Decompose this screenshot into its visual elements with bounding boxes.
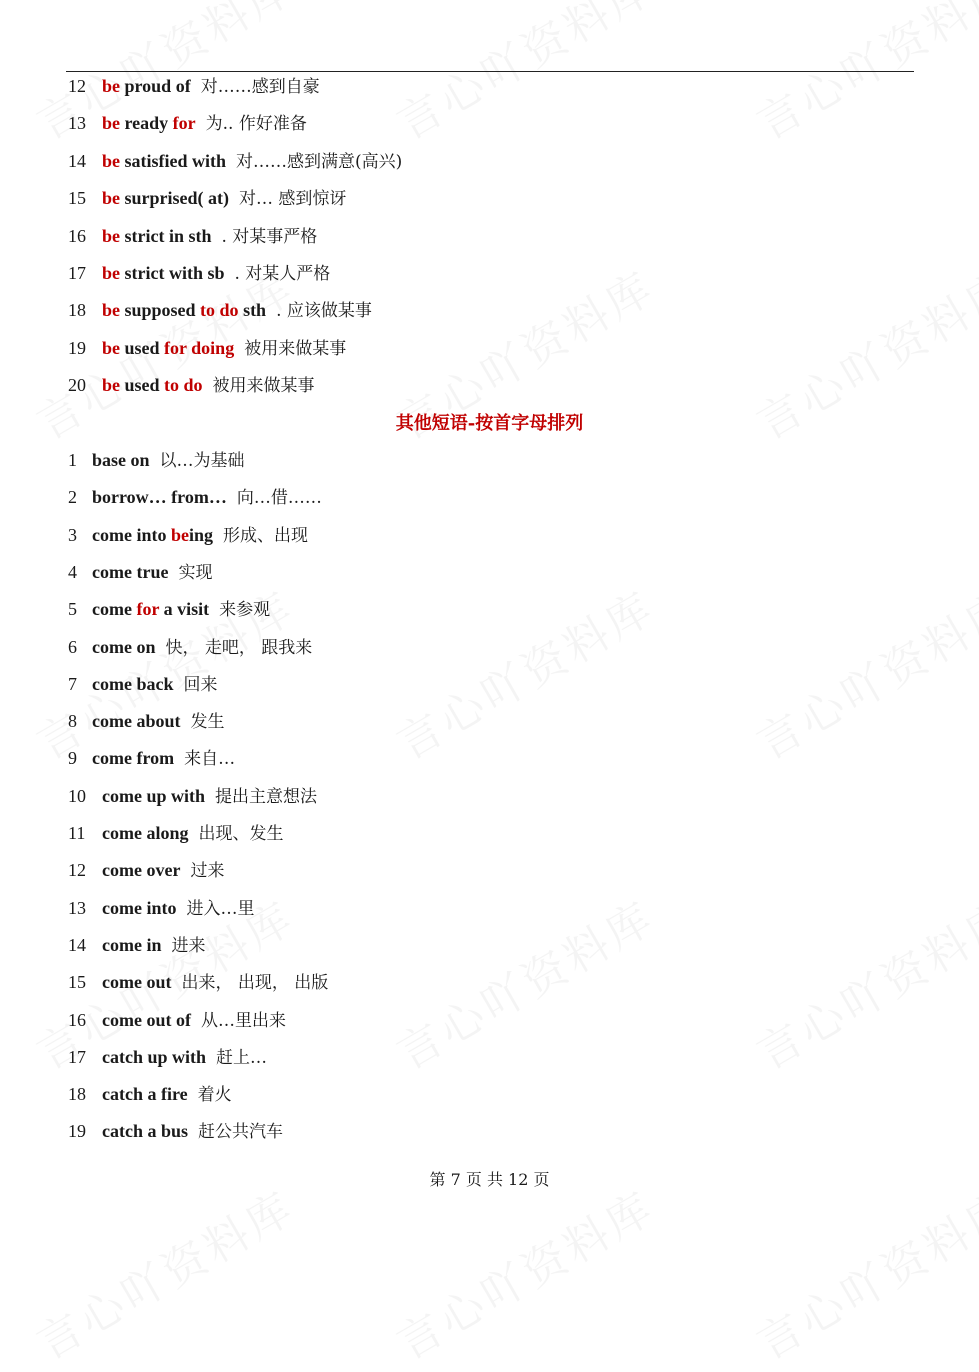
phrase-text: come: [92, 599, 137, 620]
phrase-text: come from: [92, 748, 175, 769]
phrase-text: …: [148, 487, 172, 508]
item-number: 5: [68, 599, 77, 620]
item-number: 16: [68, 225, 86, 246]
phrase-text: come into: [92, 524, 171, 545]
item-number: 4: [68, 561, 77, 582]
highlighted-word: for: [172, 113, 196, 134]
item-number: 12: [68, 860, 86, 881]
chinese-meaning: 发生: [190, 712, 225, 733]
watermark: [743, 882, 979, 1081]
item-number: 12: [68, 76, 86, 96]
list-item: [68, 1045, 267, 1070]
phrase-text: come out: [102, 972, 172, 993]
english-phrase: [102, 188, 229, 208]
chinese-meaning: 着火: [197, 1085, 232, 1106]
list-item: [68, 523, 308, 548]
phrase-text: ready: [120, 113, 173, 134]
english-phrase: [102, 151, 226, 171]
list-item: [68, 746, 235, 771]
english-phrase: [92, 487, 227, 507]
chinese-meaning: 回来: [183, 674, 218, 695]
english-phrase: [92, 711, 181, 731]
english-phrase: [102, 1084, 188, 1104]
chinese-meaning: 形成、出现: [223, 525, 308, 546]
english-phrase: [102, 1010, 191, 1030]
list-item: [68, 709, 225, 734]
highlighted-word: be: [102, 300, 120, 321]
item-number: 16: [68, 1009, 86, 1030]
highlighted-word: be: [102, 76, 120, 96]
list-item: [68, 821, 283, 846]
list-item: [68, 560, 212, 585]
phrase-text: satisfied with: [120, 150, 227, 171]
english-phrase: [102, 935, 161, 955]
phrase-text: come up with: [102, 785, 205, 806]
list-item: [68, 784, 317, 809]
phrase-text: come about: [92, 711, 181, 732]
item-number: 9: [68, 748, 77, 769]
english-phrase: [102, 1047, 206, 1067]
chinese-meaning: 被用来做某事: [212, 376, 315, 397]
item-number: 7: [68, 673, 77, 694]
chinese-meaning: 来自…: [184, 749, 236, 770]
english-phrase: [92, 562, 168, 582]
chinese-meaning: 提出主意想法: [215, 786, 317, 807]
watermark: [743, 0, 979, 152]
header-rule: [66, 71, 914, 72]
list-item: [68, 858, 224, 883]
list-item: [68, 186, 346, 211]
highlighted-word: be: [170, 524, 189, 545]
watermark: [383, 572, 664, 771]
phrase-text: …: [208, 487, 227, 508]
item-number: 8: [68, 711, 77, 732]
list-item: [68, 933, 205, 958]
phrase-text: catch up with: [102, 1046, 207, 1067]
item-number: 14: [68, 934, 86, 955]
english-phrase: [102, 898, 176, 918]
chinese-meaning: 以…为基础: [159, 451, 245, 471]
list-item: [68, 448, 245, 473]
phrase-text: base on: [92, 450, 150, 470]
list-item: [68, 635, 312, 660]
chinese-meaning: 赶上…: [216, 1047, 268, 1068]
chinese-meaning: 出来， 出现， 出版: [181, 973, 329, 994]
chinese-meaning: 出现、发生: [198, 824, 284, 844]
list-item: [68, 149, 402, 174]
list-item: [68, 485, 322, 510]
chinese-meaning: 被用来做某事: [244, 338, 347, 359]
item-number: 15: [68, 188, 86, 209]
item-number: 19: [68, 337, 86, 358]
list-item: [68, 298, 372, 323]
chinese-meaning: 进入…里: [186, 898, 255, 919]
phrase-text: supposed: [120, 300, 201, 321]
item-number: 17: [68, 263, 86, 283]
phrase-text: strict in sth: [120, 225, 212, 246]
phrase-text: surprised( at): [120, 188, 229, 209]
watermark: [23, 1172, 304, 1371]
phrase-text: from: [171, 487, 209, 508]
item-number: 2: [68, 487, 77, 508]
phrase-text: a visit: [159, 599, 210, 620]
chinese-meaning: 对……感到满意(高兴): [236, 151, 403, 172]
chinese-meaning: . 对某事严格: [221, 226, 318, 247]
english-phrase: [102, 1121, 188, 1141]
phrase-text: come in: [102, 934, 162, 955]
list-item: [68, 111, 307, 136]
item-number: 13: [68, 897, 86, 918]
phrase-text: catch a bus: [102, 1121, 189, 1142]
item-number: 3: [68, 524, 77, 545]
chinese-meaning: 赶公共汽车: [198, 1122, 284, 1143]
item-number: 18: [68, 1084, 86, 1105]
chinese-meaning: . 应该做某事: [276, 301, 372, 322]
english-phrase: [102, 263, 225, 283]
list-item: [68, 672, 217, 697]
section-title: 其他短语-按首字母排列: [395, 413, 584, 434]
item-number: 19: [68, 1121, 86, 1142]
highlighted-word: be: [102, 113, 120, 134]
english-phrase: [92, 637, 155, 657]
english-phrase: [102, 860, 180, 880]
highlighted-word: to do: [200, 300, 239, 321]
item-number: 14: [68, 150, 86, 171]
highlighted-word: be: [102, 337, 120, 358]
english-phrase: [102, 338, 234, 358]
english-phrase: [102, 113, 196, 133]
list-item: [68, 224, 317, 249]
highlighted-word: for doing: [164, 337, 235, 358]
highlighted-word: be: [102, 150, 120, 171]
english-phrase: [102, 972, 171, 992]
chinese-meaning: . 对某人严格: [234, 264, 331, 284]
highlighted-word: to do: [164, 375, 203, 396]
english-phrase: [102, 823, 188, 843]
chinese-meaning: 从…里出来: [200, 1010, 286, 1031]
phrase-text: come true: [92, 561, 169, 582]
chinese-meaning: 实现: [178, 562, 213, 583]
list-item: [68, 1082, 232, 1107]
item-number: 6: [68, 636, 77, 657]
phrase-text: come out of: [102, 1009, 191, 1030]
page-footer: 第 7 页 共 12 页: [429, 1170, 550, 1189]
highlighted-word: be: [102, 375, 120, 396]
list-item: [68, 597, 270, 622]
english-phrase: [102, 76, 191, 96]
item-number: 1: [68, 450, 77, 470]
highlighted-word: be: [102, 225, 120, 246]
list-item: [68, 1119, 283, 1144]
chinese-meaning: 为.. 作好准备: [205, 114, 307, 135]
list-item: [68, 336, 346, 361]
list-item: [68, 373, 315, 398]
phrase-text: ing: [188, 524, 213, 545]
english-phrase: [92, 525, 213, 545]
highlighted-word: be: [102, 188, 120, 209]
list-item: [68, 896, 254, 921]
chinese-meaning: 快， 走吧， 跟我来: [165, 637, 313, 658]
english-phrase: [102, 226, 212, 246]
watermark: [383, 1172, 664, 1371]
list-item: [68, 261, 330, 286]
english-phrase: [92, 450, 150, 470]
phrase-text: strict with sb: [120, 263, 225, 283]
item-number: 15: [68, 972, 86, 993]
phrase-text: sth: [238, 300, 267, 321]
chinese-meaning: 对……感到自豪: [200, 77, 320, 97]
phrase-text: used: [120, 337, 165, 358]
watermark: [743, 1172, 979, 1371]
english-phrase: [102, 300, 266, 320]
item-number: 20: [68, 375, 86, 396]
phrase-text: come into: [102, 897, 177, 918]
english-phrase: [102, 786, 205, 806]
list-item: [68, 74, 320, 99]
phrase-text: come over: [102, 860, 181, 881]
english-phrase: [92, 674, 173, 694]
watermark: [383, 0, 664, 152]
phrase-text: borrow: [92, 487, 149, 508]
highlighted-word: for: [136, 599, 160, 620]
list-item: [68, 970, 328, 995]
item-number: 13: [68, 113, 86, 134]
watermark: [743, 572, 979, 771]
phrase-text: come on: [92, 636, 156, 657]
english-phrase: [92, 748, 174, 768]
item-number: 18: [68, 300, 86, 321]
item-number: 17: [68, 1046, 86, 1067]
list-item: [68, 1008, 286, 1033]
item-number: 11: [68, 823, 86, 843]
chinese-meaning: 进来: [171, 935, 206, 956]
phrase-text: catch a fire: [102, 1084, 188, 1105]
phrase-text: used: [120, 375, 165, 396]
highlighted-word: be: [102, 263, 120, 283]
phrase-text: come back: [92, 673, 174, 694]
chinese-meaning: 向…借……: [236, 488, 322, 509]
english-phrase: [102, 375, 203, 395]
phrase-text: come along: [102, 823, 189, 843]
watermark: [383, 882, 664, 1081]
phrase-text: proud of: [120, 76, 191, 96]
chinese-meaning: 对… 感到惊讶: [239, 189, 347, 210]
chinese-meaning: 过来: [190, 861, 225, 882]
english-phrase: [92, 599, 209, 619]
chinese-meaning: 来参观: [219, 600, 271, 621]
item-number: 10: [68, 785, 86, 806]
